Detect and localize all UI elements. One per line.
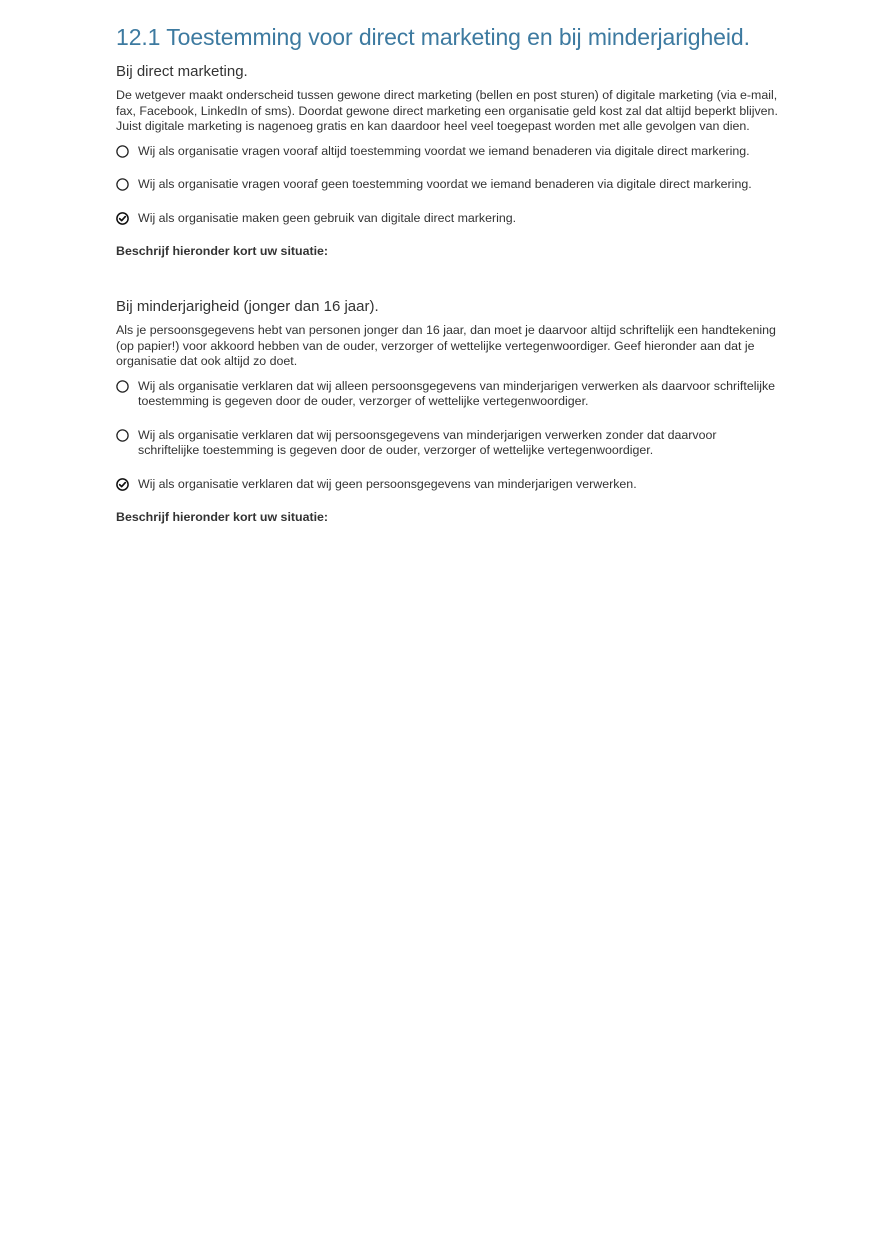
section-intro: De wetgever maakt onderscheid tussen gewone direct marketing (bellen en post sturen) of digitale marketing (via e-mail, fax, Facebook, LinkedIn of sms). Doordat gewone direct marketing een organisatie geld kost zal dat altijd beperkt blijven. Juist digitale marketing is nagenoeg gratis en kan daardoor heel veel toegepast worden met alle gevolgen van dien. (116, 88, 778, 133)
section-direct-marketing (116, 62, 781, 297)
section-intro: Als je persoonsgegevens hebt van personen jonger dan 16 jaar, dan moet je daarvoor altijd schriftelijk een handtekening (op papier!) voor akkoord hebben van de ouder, verzorger of wettelijke vertegenwoordiger. Geef hieronder aan dat je organisatie dat ook altijd zo doet. (116, 323, 776, 368)
answer-area[interactable] (116, 259, 781, 297)
radio-unchecked-icon[interactable] (116, 429, 129, 442)
describe-label: Beschrijf hieronder kort uw situatie: (116, 244, 329, 258)
radio-option-label: Wij als organisatie verklaren dat wij persoonsgegevens van minderjarigen verwerken zonder dat daarvoor schriftelijke toestemming is gegeven door de ouder, verzorger of wettelijke vertegenwoordiger. (138, 427, 717, 457)
radio-option-label: Wij als organisatie vragen vooraf geen toestemming voordat we iemand benaderen via digitale direct markering. (138, 177, 752, 191)
radio-option-label: Wij als organisatie maken geen gebruik van digitale direct markering. (138, 210, 517, 225)
radio-unchecked-icon[interactable] (116, 145, 129, 158)
describe-label: Beschrijf hieronder kort uw situatie: (116, 510, 329, 524)
section-heading: Bij direct marketing. (116, 63, 248, 80)
radio-option-label: Wij als organisatie verklaren dat wij alleen persoonsgegevens van minderjarigen verwerken als daarvoor schriftelijke toestemming is gegeven door de ouder, verzorger of wettelijke vertegenwoordiger. (138, 378, 776, 408)
section-heading: Bij minderjarigheid (jonger dan 16 jaar). (116, 298, 379, 315)
radio-option[interactable] (116, 177, 781, 193)
radio-option[interactable] (116, 211, 781, 227)
document-page (116, 22, 781, 525)
radio-option-label: Wij als organisatie vragen vooraf altijd toestemming voordat we iemand benaderen via digitale direct markering. (138, 143, 750, 158)
radio-option[interactable] (116, 477, 781, 493)
radio-checked-icon[interactable] (116, 212, 129, 225)
radio-checked-icon[interactable] (116, 478, 129, 491)
radio-option[interactable] (116, 144, 781, 160)
section-minderjarigheid (116, 297, 781, 525)
radio-option-label: Wij als organisatie verklaren dat wij geen persoonsgegevens van minderjarigen verwerken. (138, 476, 637, 491)
page-title: 12.1 Toestemming voor direct marketing en bij minderjarigheid. (116, 24, 750, 50)
radio-unchecked-icon[interactable] (116, 178, 129, 191)
radio-option[interactable] (116, 379, 781, 410)
radio-option[interactable] (116, 428, 781, 459)
radio-unchecked-icon[interactable] (116, 380, 129, 393)
